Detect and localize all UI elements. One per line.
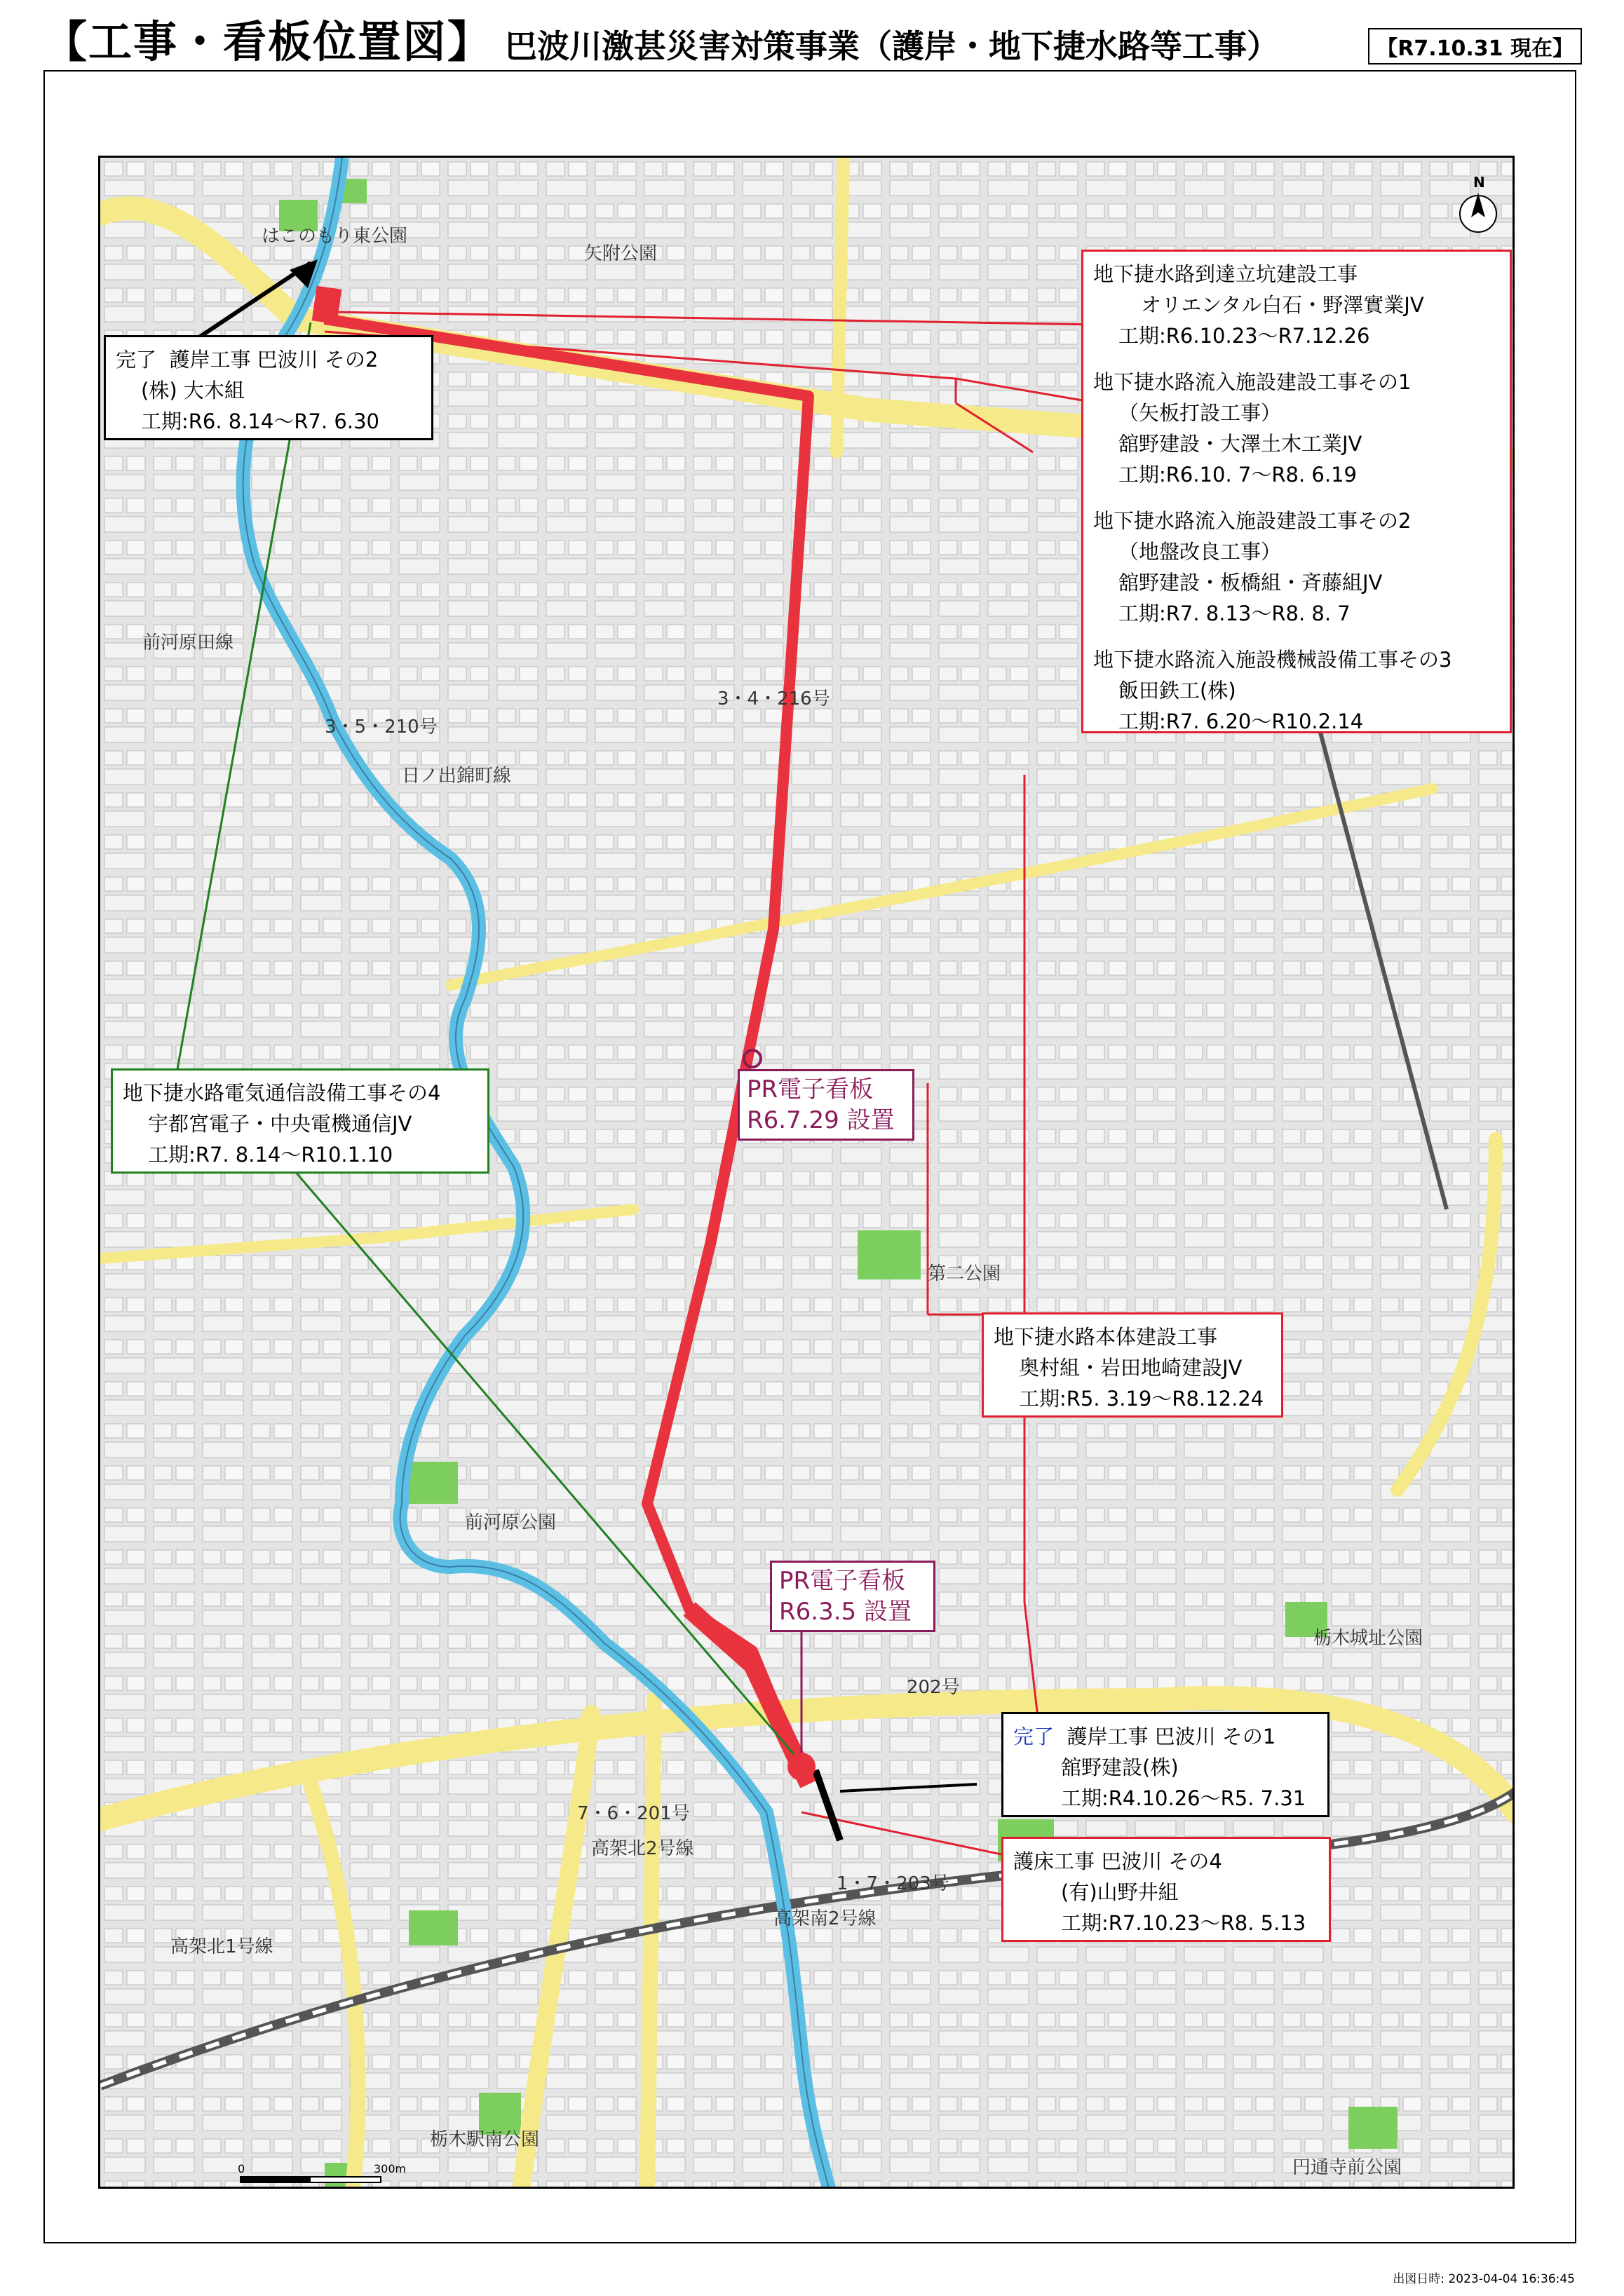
as-of-date: 【R7.10.31 現在】 <box>1368 28 1582 64</box>
road-label: 高架北2号線 <box>591 1838 694 1859</box>
done-label: 完了 <box>1013 1725 1055 1748</box>
contract-period: 工期:R6. 8.14～R7. 6.30 <box>141 409 379 433</box>
contract-subtitle: （地盤改良工事） <box>1118 540 1282 564</box>
park-shape <box>1348 2107 1398 2149</box>
contract-period: 工期:R7.10.23～R8. 5.13 <box>1061 1911 1306 1935</box>
contract-company: 舘野建設(株) <box>1061 1755 1179 1779</box>
road-label: 前河原田線 <box>142 632 234 653</box>
road-label: 7・6・201号 <box>577 1803 690 1824</box>
park-shape <box>858 1230 921 1279</box>
pr-sign-label-north[interactable] <box>738 1069 914 1141</box>
contract-title: 護岸工事 巴波川 その2 <box>169 348 379 372</box>
shaft-site-north <box>312 286 342 325</box>
contract-title: 護床工事 巴波川 その4 <box>1013 1849 1222 1873</box>
contract-box-electrical[interactable] <box>111 1068 489 1174</box>
contract-company: 奥村組・岩田地崎建設JV <box>1019 1356 1243 1380</box>
pr-sign-title: PR電子看板 <box>747 1075 874 1103</box>
contract-title: 地下捷水路流入施設機械設備工事その3 <box>1093 648 1452 672</box>
contract-box-done1[interactable] <box>1001 1712 1329 1817</box>
contract-title: 地下捷水路電気通信設備工事その4 <box>123 1081 441 1105</box>
contract-subtitle: （矢板打設工事） <box>1118 401 1282 425</box>
north-label: N <box>1473 174 1485 191</box>
pr-sign-marker-south[interactable] <box>787 1753 816 1781</box>
contract-period: 工期:R7. 6.20～R10.2.14 <box>1118 709 1364 733</box>
contract-company: 舘野建設・大澤土木工業JV <box>1118 432 1362 456</box>
park-label: はこのもり東公園 <box>262 226 408 247</box>
print-timestamp: 出図日時: 2023-04-04 16:36:45 <box>1393 2272 1575 2286</box>
park-label: 栃木城址公園 <box>1313 1628 1423 1649</box>
park-label: 矢附公園 <box>584 243 658 264</box>
contract-title: 地下捷水路到達立坑建設工事 <box>1093 262 1358 286</box>
road-label: 3・5・210号 <box>325 716 438 738</box>
park-shape <box>409 1462 458 1504</box>
contract-box-done2[interactable] <box>104 335 433 440</box>
contract-company: 飯田鉄工(株) <box>1118 679 1236 702</box>
scale-zero: 0 <box>238 2162 245 2175</box>
contract-period: 工期:R5. 3.19～R8.12.24 <box>1019 1387 1264 1411</box>
park-label: 栃木駅南公園 <box>430 2129 540 2150</box>
scale-segment-dark <box>241 2177 311 2182</box>
page-title: 【工事・看板位置図】 <box>43 16 493 67</box>
contract-period: 工期:R7. 8.13～R8. 8. 7 <box>1118 602 1351 625</box>
contract-box-bed4[interactable] <box>1001 1837 1331 1942</box>
contract-title: 地下捷水路本体建設工事 <box>994 1325 1218 1349</box>
pr-sign-date: R6.7.29 設置 <box>747 1106 895 1134</box>
contract-title: 護岸工事 巴波川 その1 <box>1067 1725 1276 1748</box>
road-label: 高架北1号線 <box>170 1936 273 1957</box>
contract-box-main[interactable] <box>982 1312 1283 1418</box>
road <box>837 158 844 452</box>
park-label: 円通寺前公園 <box>1292 2157 1402 2178</box>
contract-company: (株) 大木組 <box>141 379 245 402</box>
road-label: 202号 <box>907 1677 960 1698</box>
contract-company: (有)山野井組 <box>1061 1880 1179 1904</box>
park-shape <box>409 1910 458 1945</box>
contract-period: 工期:R6.10. 7～R8. 6.19 <box>1118 463 1357 487</box>
contract-company: 宇都宮電子・中央電機通信JV <box>148 1112 412 1136</box>
road-label: 3・4・216号 <box>717 688 830 709</box>
contract-period: 工期:R6.10.23～R7.12.26 <box>1118 324 1370 348</box>
road-label: 1・7・203号 <box>837 1873 949 1894</box>
page-subtitle: 巴波川激甚災害対策事業（護岸・地下捷水路等工事） <box>505 27 1279 65</box>
contract-title: 地下捷水路流入施設建設工事その2 <box>1093 509 1412 533</box>
contract-company: オリエンタル白石・野澤實業JV <box>1141 293 1424 317</box>
done-label: 完了 <box>116 348 157 372</box>
road-label: 日ノ出錦町線 <box>402 766 512 787</box>
road-label: 高架南2号線 <box>773 1908 877 1929</box>
contract-title: 地下捷水路流入施設建設工事その1 <box>1093 370 1412 394</box>
pr-sign-date: R6.3.5 設置 <box>779 1598 912 1626</box>
pr-sign-label-south[interactable] <box>770 1561 935 1632</box>
contracts-box-north[interactable] <box>1081 250 1512 733</box>
park-shape <box>479 2093 521 2135</box>
road <box>647 1700 654 2189</box>
contract-company: 舘野建設・板橋組・斉藤組JV <box>1118 571 1383 595</box>
contract-period: 工期:R4.10.26～R5. 7.31 <box>1061 1786 1306 1810</box>
park-label: 第二公園 <box>928 1263 1001 1284</box>
park-label: 前河原公園 <box>465 1512 557 1533</box>
contract-period: 工期:R7. 8.14～R10.1.10 <box>148 1143 393 1167</box>
pr-sign-title: PR電子看板 <box>779 1567 906 1595</box>
scale-end: 300m <box>374 2162 407 2175</box>
